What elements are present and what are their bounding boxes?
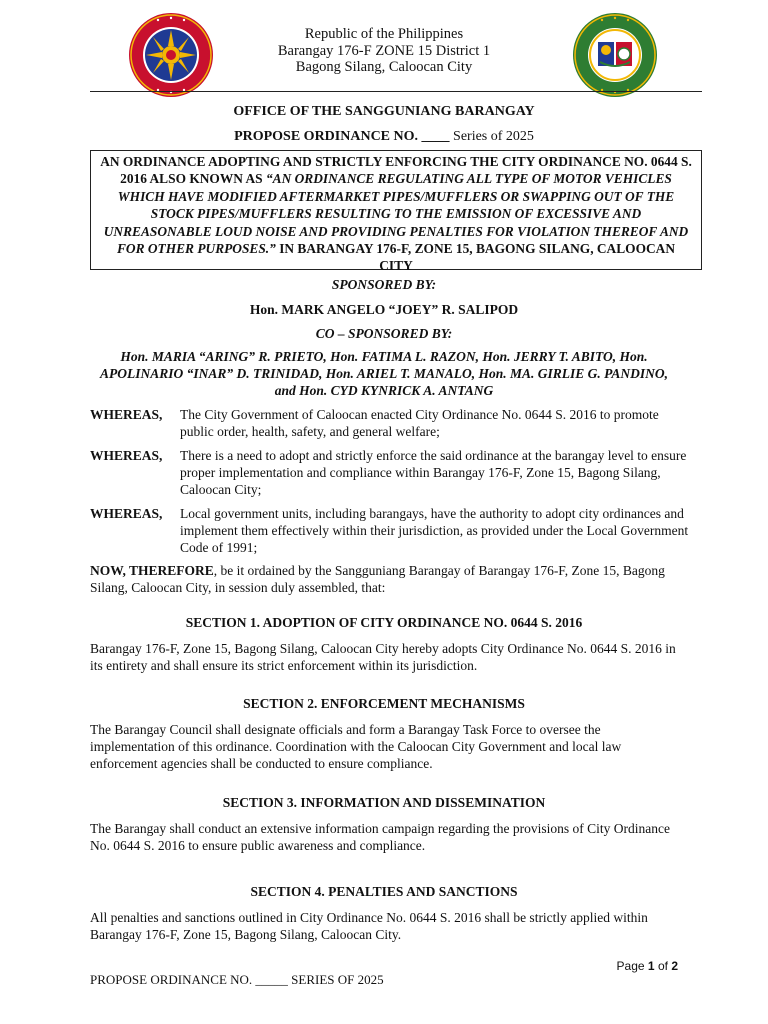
co-sponsored-by-label: CO – SPONSORED BY: [315, 326, 453, 341]
header-divider [90, 91, 702, 92]
ordinance-number-line [60, 129, 708, 145]
co-sponsor-names: Hon. MARIA “ARING” R. PRIETO, Hon. FATIMA L. RAZON, Hon. JERRY T. ABITO, Hon. APOLINARIO “INAR” D. TRINIDAD, Hon. ARIEL T. MANALO, Hon. MA. GIRLIE G. PANDINO, and Hon. CYD KYNRICK A. ANTANG [100, 349, 668, 398]
whereas-label: WHEREAS, [90, 506, 163, 521]
letterhead [200, 26, 568, 76]
title-part-3: IN BARANGAY 176-F, ZONE 15, BAGONG SILANG, CALOOCAN CITY [275, 241, 676, 274]
page-current: 1 [647, 959, 655, 973]
section-3-text: The Barangay shall conduct an extensive information campaign regarding the provisions of City Ordinance No. 0644 S. 2016 to ensure public awareness and compliance. [90, 821, 670, 853]
barangay-176f-seal-logo [572, 12, 658, 98]
header-barangay: Barangay 176-F ZONE 15 District 1 [277, 42, 491, 59]
now-therefore-text: , be it ordained by the Sangguniang Barangay of Barangay 176-F, Zone 15, Bagong Silang, Caloocan City, in session duly assembled, that: [90, 563, 665, 595]
now-therefore-lead: NOW, THEREFORE [90, 563, 214, 578]
whereas-label: WHEREAS, [90, 407, 163, 422]
whereas-text: There is a need to adopt and strictly enforce the said ordinance at the barangay level to ensure proper implementation and compliance within Barangay 176-F, Zone 15, Bagong Silang, Caloocan City; [180, 448, 687, 497]
section-1-text: Barangay 176-F, Zone 15, Bagong Silang, Caloocan City hereby adopts City Ordinance No. 0644 S. 2016 in its entirety and shall ensure its strict enforcement within its jurisdiction. [90, 641, 676, 673]
barangay-seal-graphic [572, 12, 658, 98]
ordinance-number-label: PROPOSE ORDINANCE NO. ____ [234, 129, 450, 144]
ordinance-series: Series of 2025 [453, 129, 534, 144]
section-3-heading: SECTION 3. INFORMATION AND DISSEMINATION [222, 795, 546, 810]
sponsor-name: Hon. MARK ANGELO “JOEY” R. SALIPOD [249, 302, 519, 317]
now-therefore-clause [90, 562, 680, 596]
office-heading: OFFICE OF THE SANGGUNIANG BARANGAY [233, 104, 535, 119]
sponsored-by-label: SPONSORED BY: [331, 277, 437, 292]
whereas-label: WHEREAS, [90, 448, 163, 463]
header-country: Republic of the Philippines [304, 26, 464, 42]
footer-ordinance-label: PROPOSE ORDINANCE NO. _____ SERIES OF 2025 [90, 972, 384, 987]
title-part-1: AN ORDINANCE ADOPTING AND STRICTLY ENFORCING THE CITY ORDINANCE NO. 0644 S. 2016 ALSO KNOWN AS [100, 154, 692, 187]
whereas-text: Local government units, including barangays, have the authority to adopt city ordinances and implement them effectively within their jurisdiction, as provided under the Local Government Code of 1991; [180, 506, 689, 555]
page-total: 2 [671, 959, 678, 973]
section-2-text: The Barangay Council shall designate officials and form a Barangay Task Force to oversee the implementation of this ordinance. Coordination with the Caloocan City Government and local law enforcement agencies shall be conducted to ensure compliance. [90, 722, 622, 771]
whereas-text: The City Government of Caloocan enacted City Ordinance No. 0644 S. 2016 to promote public order, health, safety, and general welfare; [180, 407, 659, 439]
section-4-heading: SECTION 4. PENALTIES AND SANCTIONS [250, 884, 518, 899]
title-part-2-quoted: “AN ORDINANCE REGULATING ALL TYPE OF MOTOR VEHICLES WHICH HAVE MODIFIED AFTERMARKET PIPES/MUFFLERS OR SWAPPING OUT OF THE STOCK PIPES/MUFFLERS RESULTING TO THE EMISSION OF EXCESSIVE AND UNREASONABLE LOUD NOISE AND PROVIDING PENALTIES FOR VIOLATION THEREOF AND FOR OTHER PURPOSES.” [103, 171, 689, 257]
page-number [617, 959, 678, 973]
header-city: Bagong Silang, Caloocan City [295, 59, 473, 75]
ordinance-title-box [90, 150, 702, 274]
section-2-heading: SECTION 2. ENFORCEMENT MECHANISMS [243, 696, 525, 711]
section-1-heading: SECTION 1. ADOPTION OF CITY ORDINANCE NO. 0644 S. 2016 [185, 615, 583, 630]
section-4-text: All penalties and sanctions outlined in City Ordinance No. 0644 S. 2016 shall be strictly applied within Barangay 176-F, Zone 15, Bagong Silang, Caloocan City. [90, 910, 648, 942]
page-label: Page [616, 959, 645, 973]
page-of: of [657, 959, 668, 973]
